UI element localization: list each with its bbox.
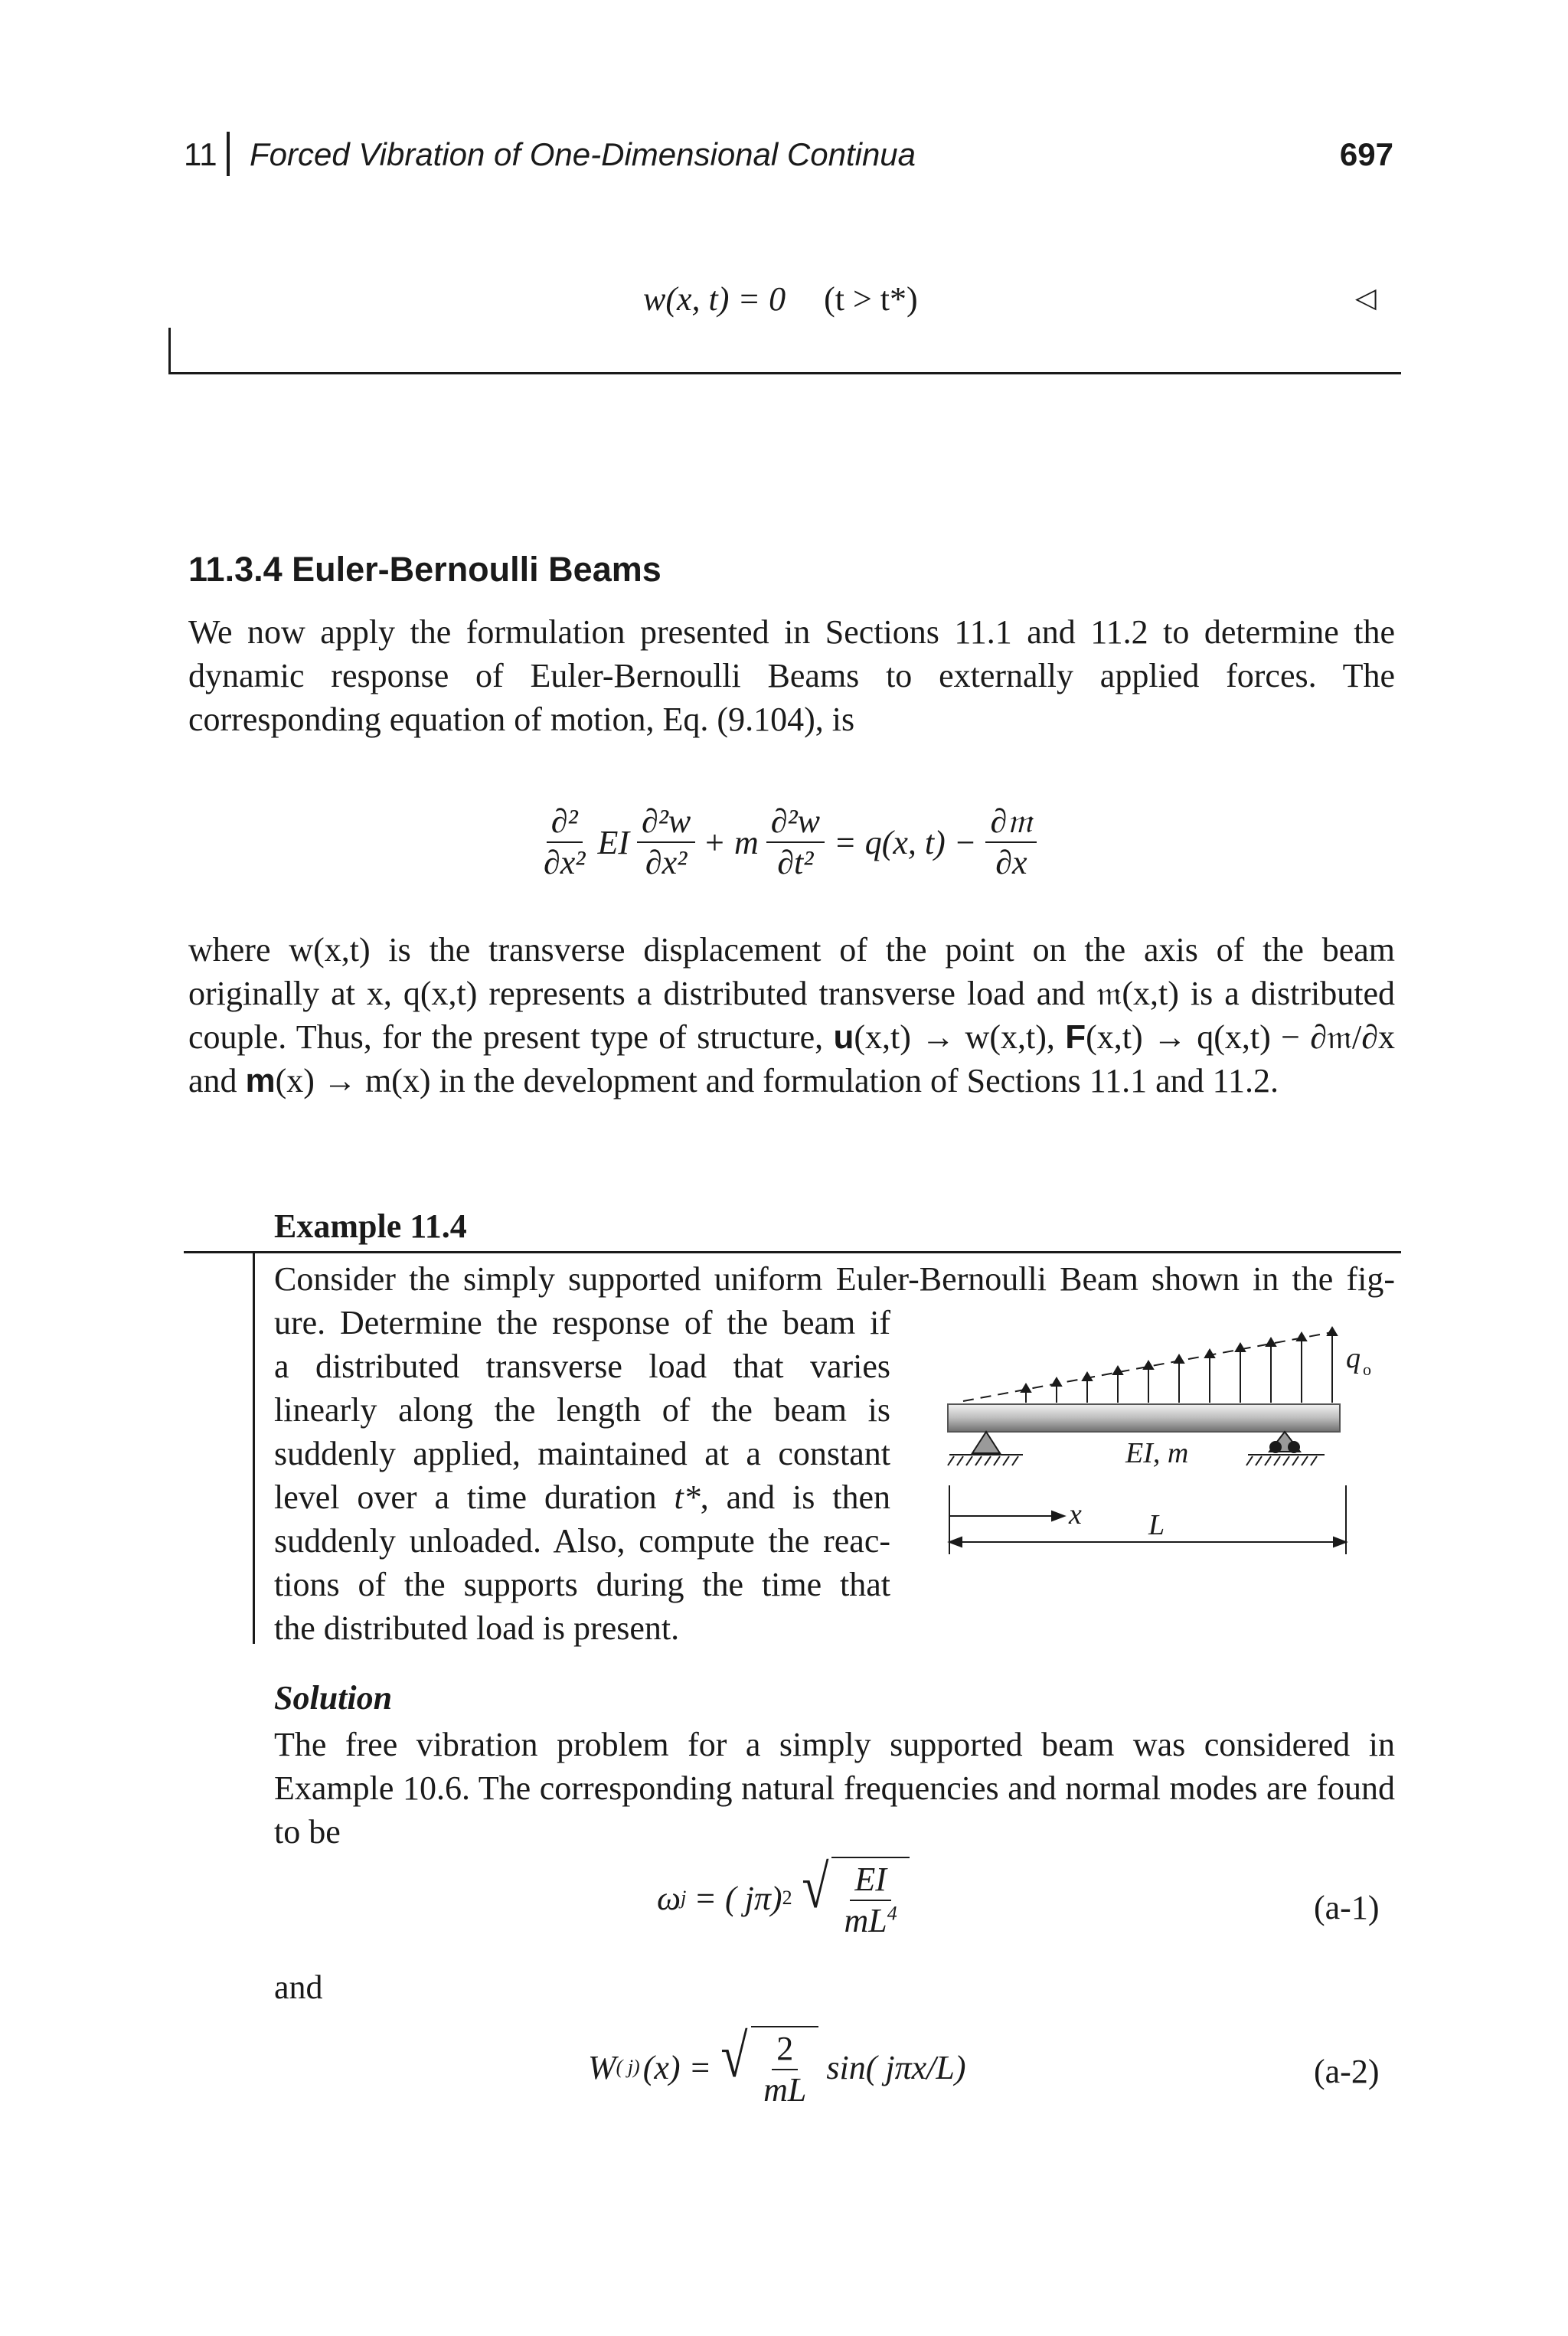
page-number: 697 <box>1339 136 1393 172</box>
where-text-3: (x,t) → q(x,t) − ∂𝔪/∂x and <box>188 1018 1396 1099</box>
right-roller-support <box>1246 1432 1325 1465</box>
equation-of-motion <box>536 796 1040 888</box>
where-text-2: (x,t) → w(x,t), <box>854 1018 1055 1056</box>
example-narrow-text <box>274 1301 890 1650</box>
example-line-1: Consider the simply supported uniform Euler-Bernoulli Beam shown in the fig- <box>274 1260 1395 1298</box>
where-u-symbol: u <box>833 1018 854 1056</box>
example-frame-left <box>168 328 171 374</box>
eq-a2-sqrt: √ $\frac{2}{mL}$ <box>717 2026 818 2109</box>
eom-d2-dx2: $\frac{\text{∂²}}{\text{∂x²}}$ <box>544 802 586 881</box>
beam <box>948 1404 1340 1432</box>
eq-a1-omega: ω <box>657 1879 681 1917</box>
example-line-2: ure. Determine the response of the beam if <box>274 1304 890 1341</box>
x-dimension-label: x <box>1069 1498 1082 1531</box>
where-m-symbol: m <box>245 1062 276 1099</box>
and-text: and <box>274 1968 323 2006</box>
example-title: Example 11.4 <box>274 1207 467 1245</box>
load-arrows <box>1021 1328 1337 1403</box>
end-of-example-marker: ◁ <box>1355 283 1377 313</box>
where-text-4: (x) → m(x) in the development and formulation of Sections 11.1 and 11.2. <box>275 1062 1279 1099</box>
top-equation-condition: (t > t*) <box>824 279 918 318</box>
example-line-9: the distributed load is present. <box>274 1609 680 1647</box>
eom-dmu-dx: $\frac{\text{∂𝔪}}{\partial x}$ <box>985 803 1037 882</box>
example-top-rule <box>184 1251 1401 1253</box>
example-line-3: a distributed transverse load that varies <box>274 1348 890 1385</box>
length-dimension-label: L <box>1148 1509 1165 1541</box>
example-frame-bottom <box>168 372 1401 374</box>
example-line-5: suddenly applied, maintained at a constant <box>274 1435 890 1472</box>
dimension-lines <box>949 1485 1346 1554</box>
beam-property-label: EI, m <box>1125 1437 1189 1469</box>
top-equation-lhs: w(x, t) = 0 <box>643 279 786 318</box>
equation-a2-tag: (a-2) <box>1314 2053 1380 2090</box>
eq-a2-W: W <box>588 2048 616 2086</box>
eom-d2w-dx2: $\frac{\text{∂²w}}{\text{∂x²}}$ <box>637 803 695 882</box>
section-intro <box>188 610 1395 741</box>
eom-d2w-dt2: $\frac{\text{∂²w}}{\text{∂t²}}$ <box>766 803 825 882</box>
solution-paragraph <box>274 1723 1395 1854</box>
top-equation <box>643 276 918 322</box>
eq-a1-mid: = ( jπ) <box>694 1879 782 1917</box>
example-line-6: level over a time duration t*, and is then <box>274 1478 890 1516</box>
eom-EI: EI <box>597 823 629 861</box>
left-pin-support <box>948 1432 1023 1465</box>
section-heading: 11.3.4 Euler-Bernoulli Beams <box>188 550 662 589</box>
equation-a1: ω j = ( jπ) 2 √ $\frac{EI}{mL^4}$ <box>657 1856 910 1940</box>
eq-a2-sin: sin( jπx/L) <box>826 2048 966 2086</box>
chapter-number: 11 <box>184 136 217 172</box>
eom-plus-m: + m <box>703 823 759 861</box>
solution-text: The free vibration problem for a simply supported beam was considered in Example 10.6. The corresponding natural frequencies and normal modes are found to be <box>274 1726 1395 1851</box>
where-F-symbol: F <box>1065 1018 1086 1056</box>
load-label: q <box>1346 1342 1361 1374</box>
beam-figure <box>919 1302 1378 1577</box>
chapter-title: Forced Vibration of One-Dimensional Continua <box>250 136 916 172</box>
running-header <box>184 130 1393 176</box>
eq-a2-arg: (x) = <box>642 2048 712 2086</box>
equation-a1-tag: (a-1) <box>1314 1889 1380 1926</box>
example-line-7: suddenly unloaded. Also, compute the reac- <box>274 1522 890 1560</box>
section-intro-text: We now apply the formulation presented in Sections 11.1 and 11.2 to determine the dynamic response of Euler-Bernoulli Beams to externally applied forces. The corresponding equation of motion, Eq. (9.104), is <box>188 613 1395 738</box>
header-divider <box>227 132 230 176</box>
where-paragraph <box>188 928 1395 1103</box>
where-text-1: where w(x,t) is the transverse displacement of the point on the axis of the beam originally at x, q(x,t) represents a distributed transverse load and 𝔪(x,t) is a distributed couple. Thus, for the present type of structure, <box>188 931 1395 1056</box>
example-line-4: linearly along the length of the beam is <box>274 1391 890 1429</box>
eom-rhs: = q(x, t) − <box>834 823 977 861</box>
example-line-8: tions of the supports during the time that <box>274 1566 890 1603</box>
load-label-subscript: o <box>1363 1360 1371 1379</box>
eq-a1-sqrt: √ $\frac{EI}{mL^4}$ <box>799 1857 910 1940</box>
equation-a2: W ( j) (x) = √ $\frac{2}{mL}$ sin( jπx/L) <box>588 2022 966 2109</box>
solution-heading: Solution <box>274 1679 393 1717</box>
example-left-rule <box>253 1253 255 1644</box>
